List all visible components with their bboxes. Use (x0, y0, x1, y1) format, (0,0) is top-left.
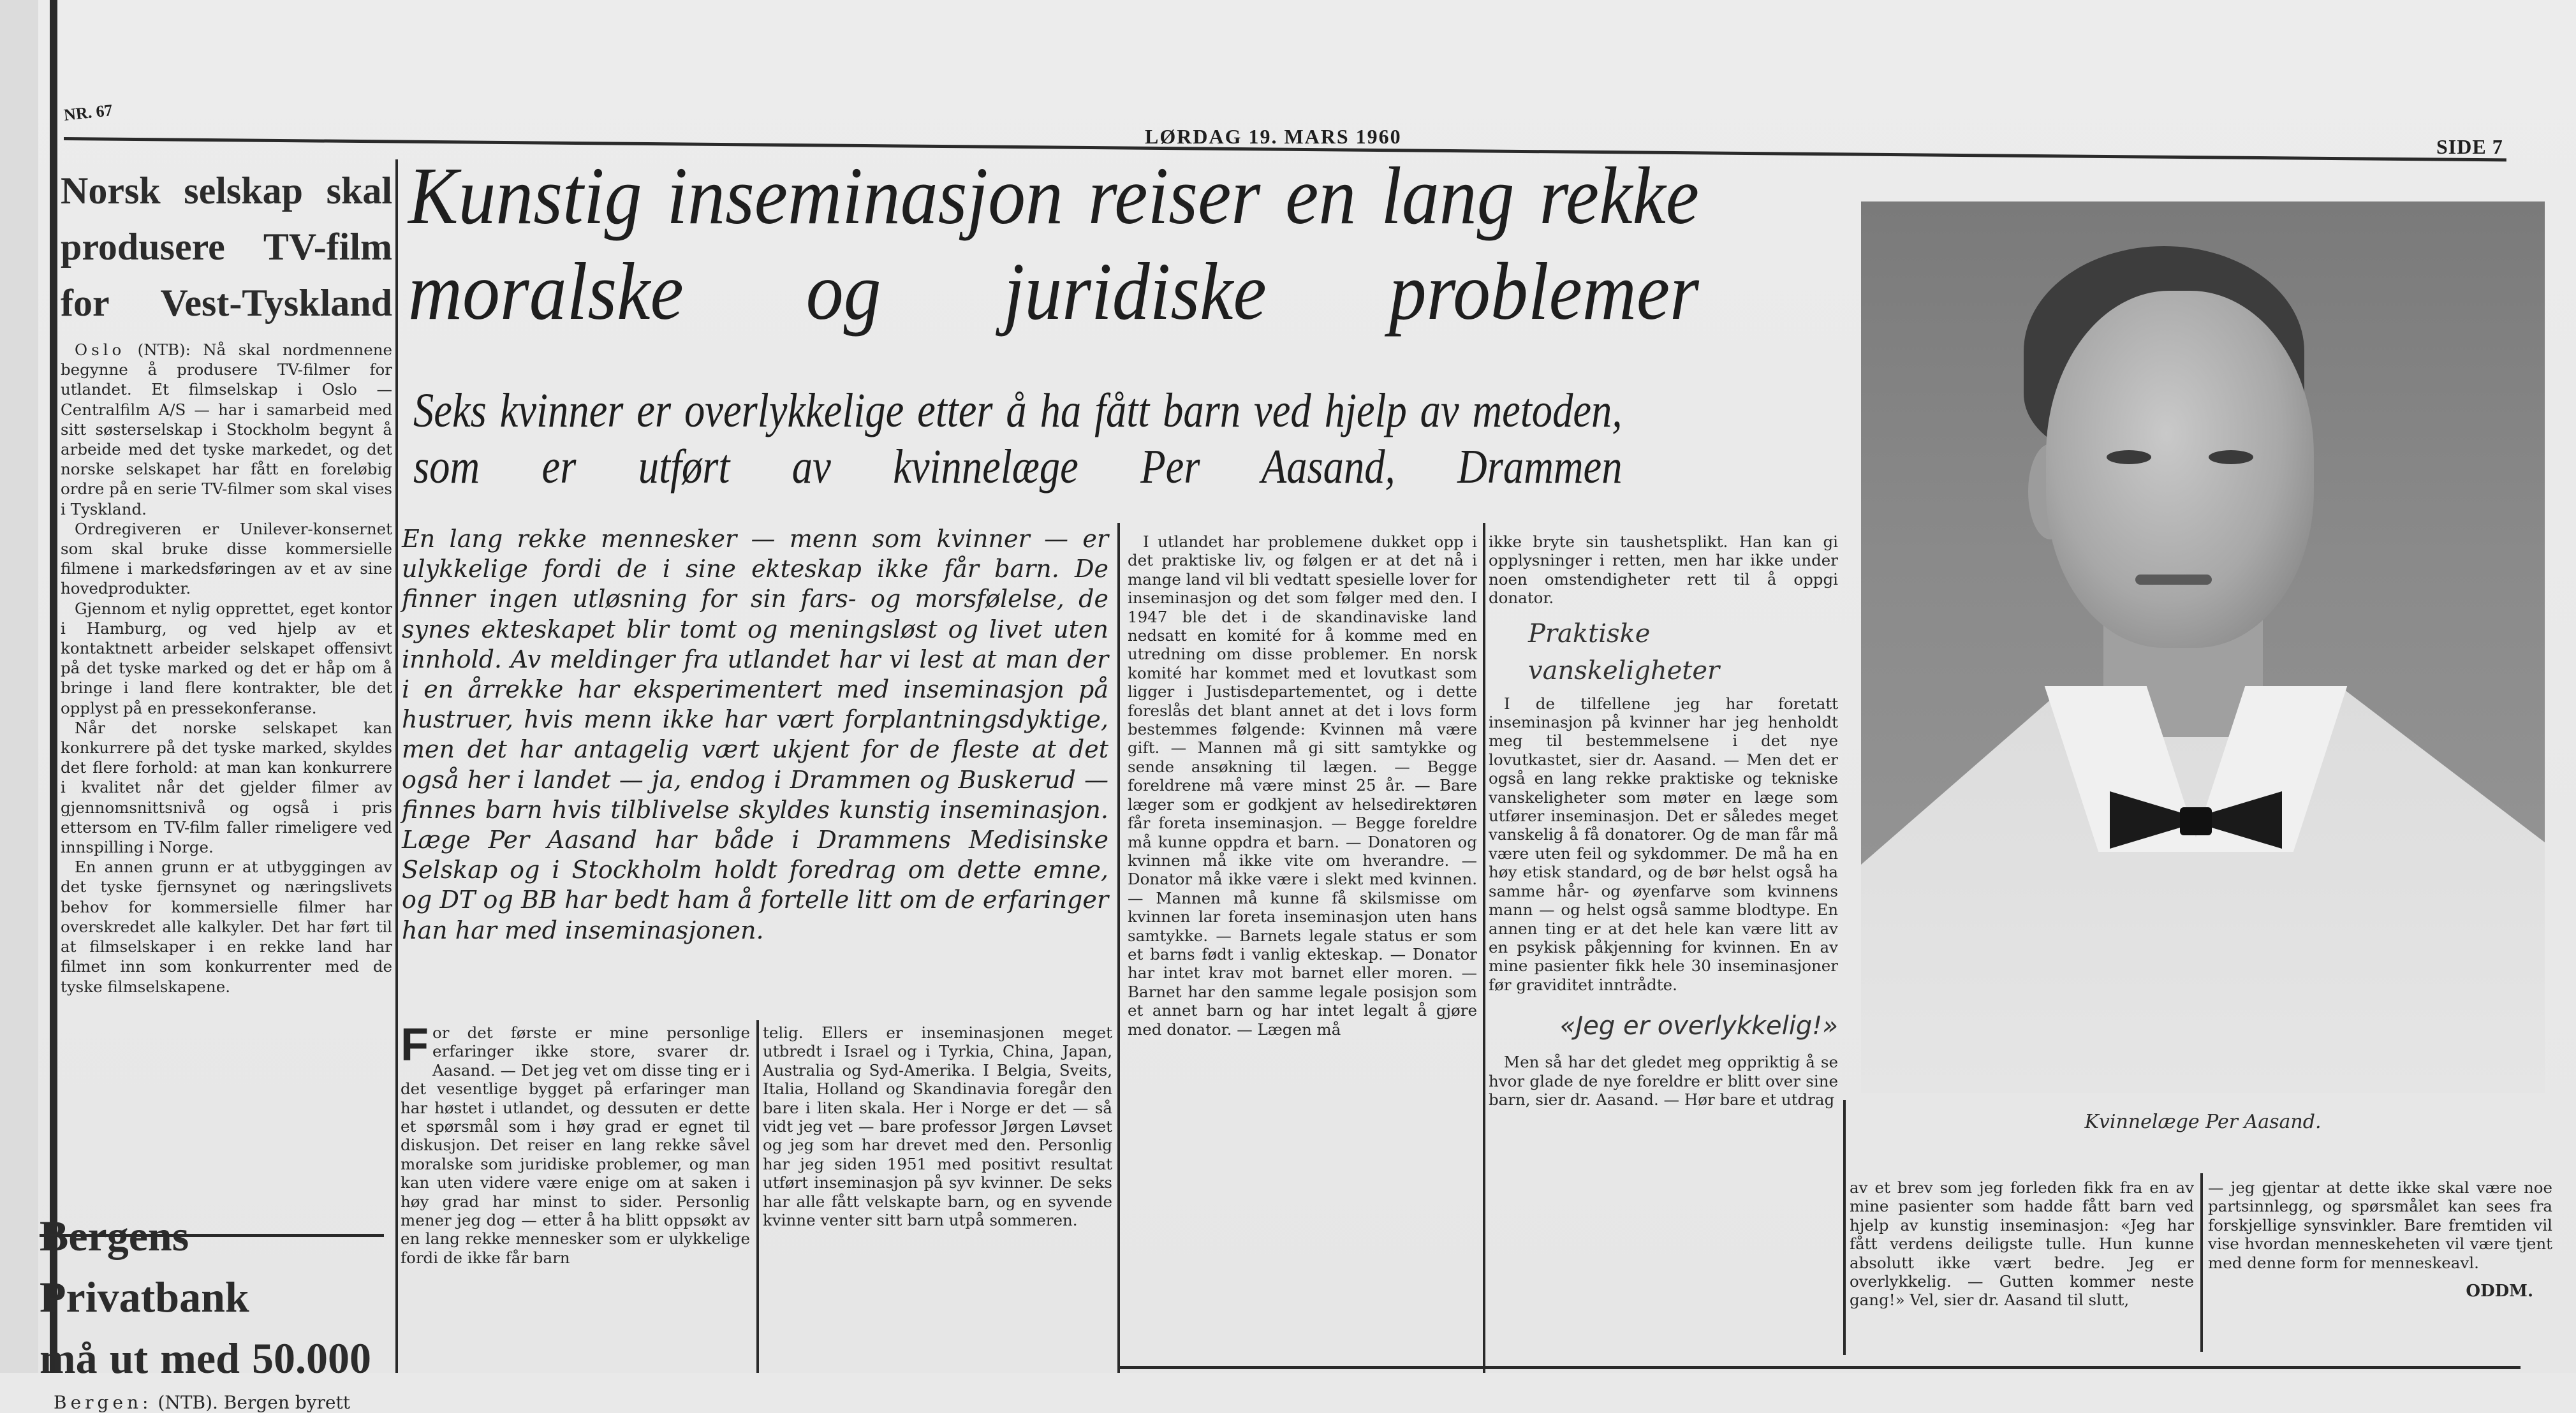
side-article-tv-film (61, 163, 392, 997)
subheading-quote: «Jeg er overlykkelig!» (1559, 1011, 1838, 1041)
side-article-bank: Bergens Privatbank må ut med 50.000 Bergen: (NTB). Bergen byrett (40, 1205, 371, 1412)
column-divider (2200, 1173, 2203, 1352)
dateline: Oslo (75, 340, 126, 359)
photo-caption: Kvinnelæge Per Aasand. (2084, 1111, 2322, 1133)
author-signature: ODDM. (2466, 1282, 2533, 1301)
column-divider (1843, 1100, 1846, 1355)
column-divider (756, 1020, 759, 1373)
article-bottom-rule (1117, 1366, 2521, 1369)
page-number: SIDE 7 (2436, 135, 2503, 158)
issue-date: LØRDAG 19. MARS 1960 (1145, 125, 1402, 148)
main-deck: Seks kvinner er overlykkelige etter å ha fått barn ved hjelp av metoden, som er utført av kvinnelæge Per Aasand, Drammen (413, 384, 1623, 494)
main-lede: En lang rekke mennesker — menn som kvinner — er ulykkelige fordi de i sine ekteskap ikke får barn. De finner ingen utløsning for sin fars- og morsfølelse, de synes ekteskapet blir tomt og meningsløst og livet uten innhold. Av meldinger fra utlandet har vi lest at man der i en årrekke har eksperimentert med inseminasjon på hustruer, hvis menn ikke har vært forplantningsdyktige, men det har antagelig vært ukjent for de fleste at det også her i landet — ja, endog i Drammen og Buskerud — finnes barn hvis tilblivelse skyldes kunstig inseminasjon. Læge Per Aasand har både i Drammens Medisinske Selskap og i Stockholm holdt foredrag om dette emne, og DT og BB har bedt ham å fortelle litt om de erfaringer han har med inseminasjonen. (402, 525, 1108, 944)
column-divider (395, 159, 398, 1373)
body-column-4: ikke bryte sin taushetsplikt. Han kan gi opplysninger i retten, men har ikke under noen omstendigheter rett til å oppgi donator. Praktiske vanskeligheter I de tilfellene jeg har foretatt inseminasjon på kvinner har jeg henholdt meg til bestemmelsene i det nye lovutkastet, sier dr. Aasand. — Men det er også en lang rekke praktiske og tekniske vanskeligheter som møter en læge som utfører inseminasjon. Det er således meget vanskelig å få donatorer. Og de man får må være uten feil og sykdommer. De må ha en høy etisk standard, og de bør helst også ha samme hår- og øyenfarve som kvinnens mann — og helst også samme blodtype. En annen ting er at det hele kan være litt av en psykisk påkjenning for kvinnen. En av mine pasienter fikk hele 30 inseminasjoner før graviditet inntrådte. «Jeg er overlykkelig!» Men så har det gledet meg oppriktig å se hvor glade de nye foreldre er blitt over sine barn, sier dr. Aasand. — Hør bare et utdrag (1489, 532, 1838, 1109)
body-column-1: For det første er mine personlige erfaringer ikke store, svarer dr. Aasand. — Det jeg vet om disse ting er i det vesentlige bygget på erfaringer man har høstet i utlandet, og dessuten er dette et spørsmål som i høy grad er egnet til diskusjon. Det reiser en lang rekke såvel moralske som juridiske problemer, og man kan uten videre være enige om at saken i høy grad har minst to sider. Personlig mener jeg dog — etter å ha blitt oppsøkt av en lang rekke mennesker som er ulykkelige fordi de ikke får barn (401, 1020, 750, 1267)
body-column-2: telig. Ellers er inseminasjonen meget utbredt i Israel og i Tyrkia, China, Japan, Australia og Syd-Amerika. I Belgia, Sveits, Italia, Holland og Skandinavia foregår den bare i liten skala. Her i Norge er det — så vidt jeg vet — bare professor Jørgen Løvset og jeg som har drevet med den. Personlig har jeg siden 1951 med positivt resultat utført inseminasjon på syv kvinner. De seks har alle fått velskapte barn, og en syvende kvinne venter sitt barn utpå sommeren. (763, 1023, 1112, 1230)
body-column-6: — jeg gjentar at dette ikke skal være noe partsinnlegg, og spørsmålet kan sees fra forskjellige synsvinkler. Bare fremtiden vil vise hvordan menneskeheten vil være tjent med denne form for menneskeavl. ODDM. (2208, 1178, 2552, 1301)
scan-margin (0, 0, 38, 1373)
column-divider (1483, 523, 1485, 1373)
subheading-praktiske: Praktiske vanskeligheter (1528, 619, 1720, 685)
body-column-5: av et brev som jeg forleden fikk fra en av mine pasienter som hadde fått barn ved hjelp av kunstig inseminasjon: «Jeg har fått verdens deiligste tulle. Hun kunne absolutt ikke vært bedre. Jeg er overlykkelig. — Gutten kommer neste gang!» Vel, sier dr. Aasand til slutt, (1850, 1178, 2194, 1310)
side-article-body: Oslo (NTB): Nå skal nordmennene begynne å produsere TV-filmer for utlandet. Et filmselskap i Oslo — Centralfilm A/S — har i samarbeid med sitt søsterselskap i Stockholm begynt å arbeide med det tyske markedet, og det norske selskapet har fått en foreløbig ordre på en serie TV-filmer som skal vises i Tyskland. Ordregiveren er Unilever-konsernet som skal bruke disse kommersielle filmene i markedsføringen av et av sine hovedprodukter. Gjennom et nylig opprettet, eget kontor i Hamburg, og ved hjelp av et kontaktnett arbeider selskapet offensivt på det tyske marked og det er håp om å bringe i land flere kontrakter, ble det opplyst på en pressekonferanse. Når det norske selskapet kan konkurrere på det tyske marked, skyldes det flere forhold: at man kan konkurrere i kvalitet når det gjelder filmer av gjennomsnittsnivå og også i pris ettersom en TV-film faller rimeligere ved innspilling i Norge. En annen grunn er at utbyggingen av det tyske fjernsynet og næringslivets behov for kommersielle filmer har overskredet alle kalkyler. Det har ført til at filmselskaper i en rekke land har filmet inn som konkurrenter med de tyske filmselskapene. (61, 340, 392, 996)
body-column-3: I utlandet har problemene dukket opp i det praktiske liv, og følgen er at det nå i mange land vil bli vedtatt spesielle lover for inseminasjon og det som følger med den. I 1947 ble det i de skandinaviske land nedsatt en komité for å komme med en utredning om disse problemer. En norsk komité har kommet med et lovutkast som ligger i Justisdepartementet, og i dette foreslås det blant annet at det i lovs form bestemmes følgende: Kvinnen må være gift. — Mannen må gi sitt samtykke og sende ansøkning til lægen. — Begge foreldrene må være minst 25 år. — Bare læger som er godkjent av helsedirektøren får foreta inseminasjon. — Begge foreldre må kunne oppdra et barn. — Donatoren og kvinnen må ikke vite om hverandre. — Donator må ikke være i slekt med kvinnen. — Mannen må kunne få skilsmisse om kvinnen lar foreta inseminasjon uten hans samtykke. — Barnets legale status er som et barns født i vanlig ekteskap. — Donator har intet krav mot barnet eller moren. — Barnet har den samme legale posisjon som et annet barn og har intet legalt å gjøre med donator. — Lægen må (1128, 532, 1477, 1039)
drop-cap: F (401, 1020, 429, 1071)
side-headline-bank: Bergens Privatbank må ut med 50.000 (40, 1212, 371, 1382)
issue-number: NR. 67 (63, 101, 114, 124)
side-headline: Norsk selskap skal produsere TV-film for Vest-Tyskland (61, 170, 392, 324)
portrait-photo (1861, 201, 2545, 1093)
binding-edge (50, 0, 57, 1373)
column-divider (1117, 523, 1120, 1373)
main-headline: Kunstig inseminasjon reiser en lang rekke moralske og juridiske problemer (408, 150, 1699, 337)
